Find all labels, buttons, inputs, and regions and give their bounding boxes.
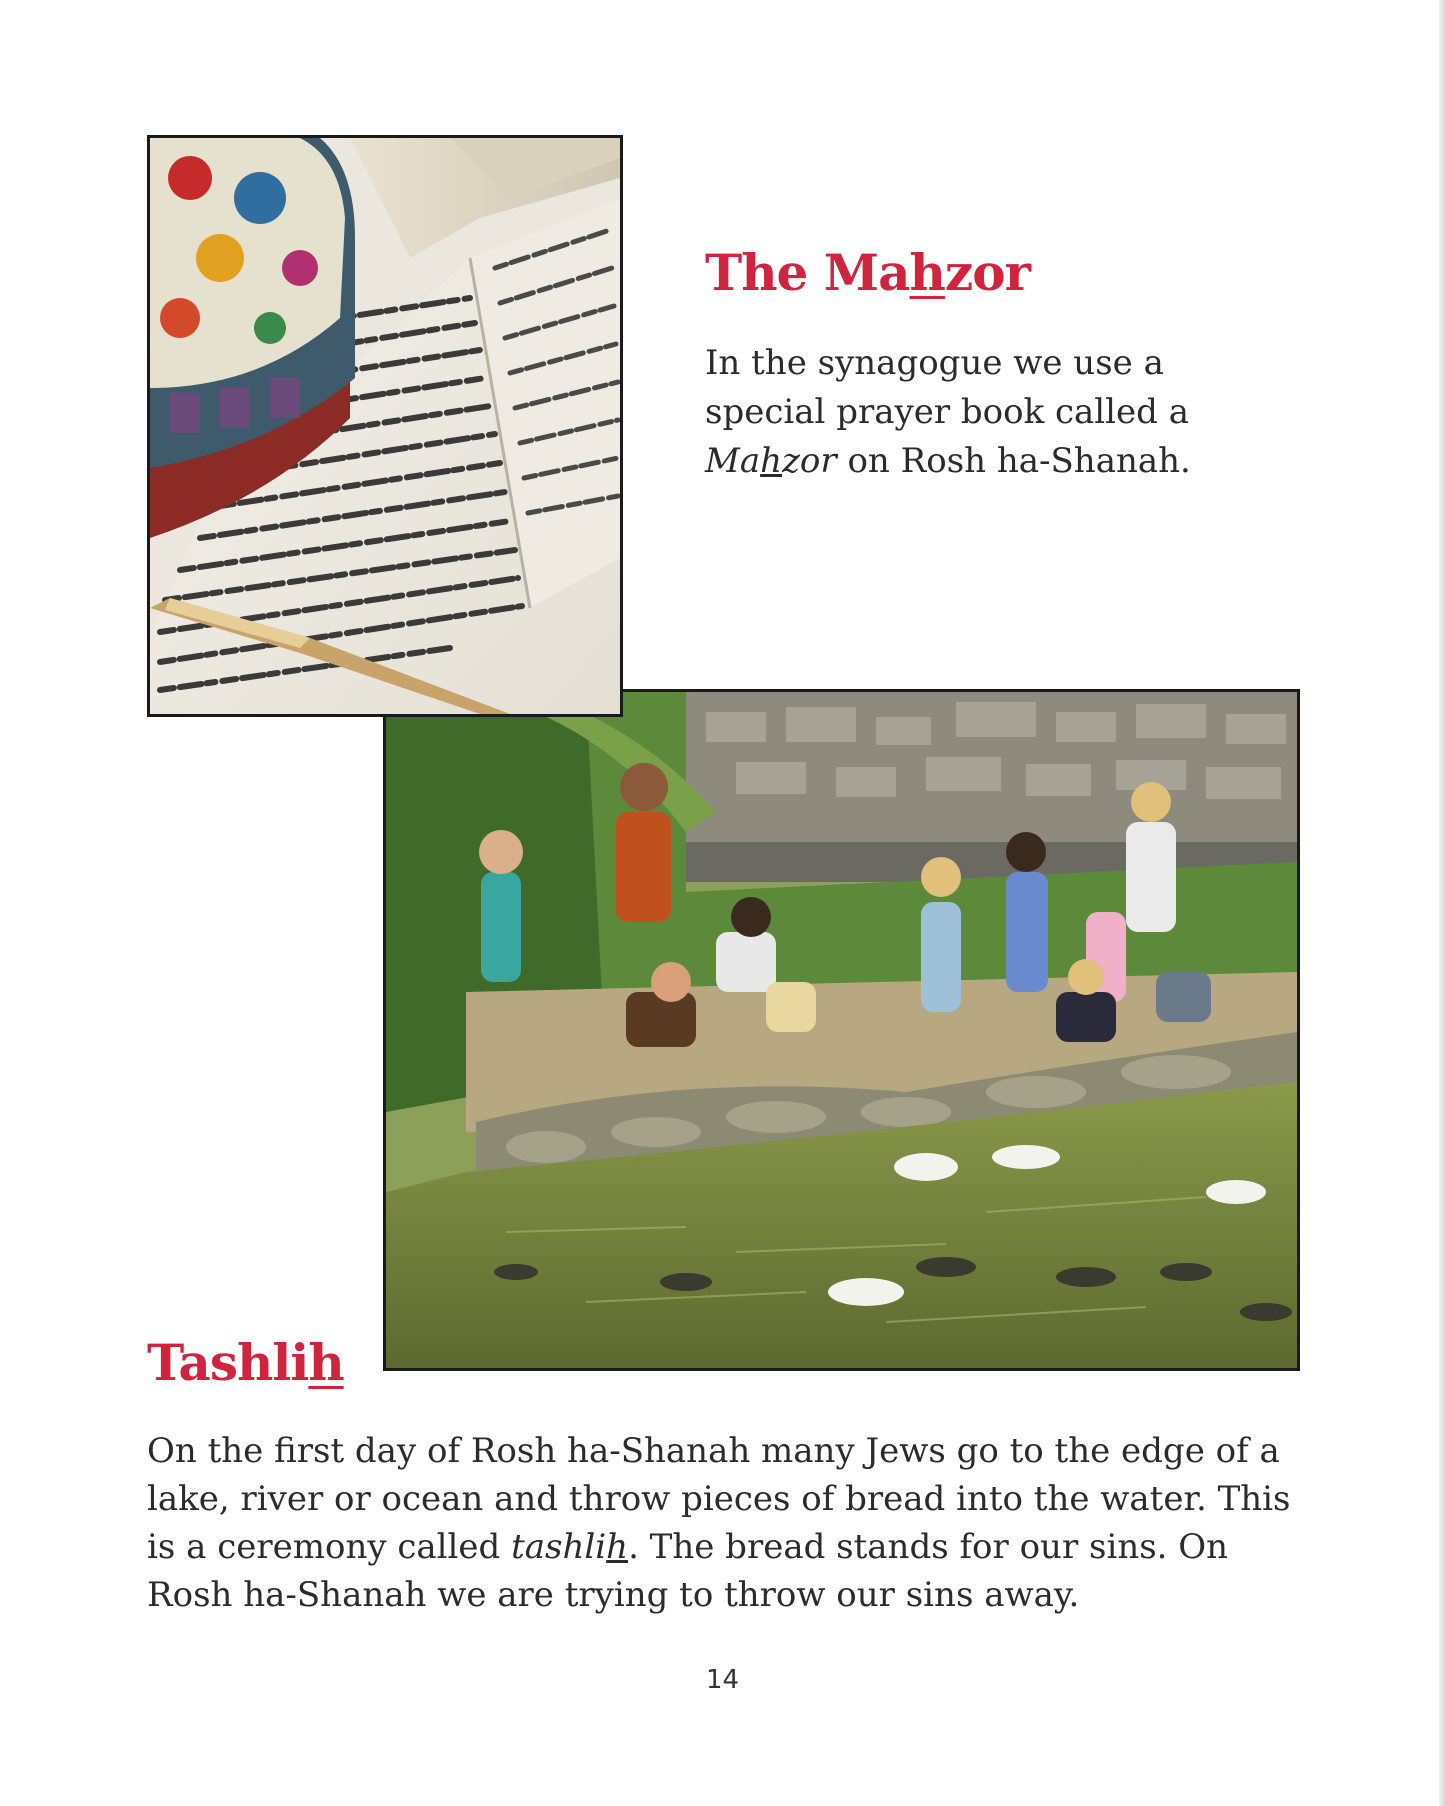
mahzor-heading-underlined: h: [909, 243, 945, 302]
tashlih-term: [511, 1527, 628, 1567]
tashlih-paragraph: [147, 1427, 1297, 1619]
tashlih-heading: [147, 1333, 344, 1392]
mahzor-photo: [147, 135, 623, 717]
tashlih-photo: [383, 689, 1300, 1371]
mahzor-term: [705, 441, 837, 481]
tashlih-text-before: On the first day of Rosh ha-Shanah many Jews go to the edge of a lake, river or ocean and throw pieces of bread into the water. This is a ceremony called: [147, 1431, 1291, 1567]
tashlih-heading-prefix: Tashli: [147, 1333, 309, 1392]
mahzor-heading-prefix: The Ma: [705, 243, 910, 302]
tashlih-photo-illustration: [386, 692, 1297, 1368]
tashlih-term-underlined: h: [606, 1527, 629, 1567]
mahzor-term-suffix: zor: [782, 441, 837, 481]
mahzor-text-before: In the synagogue we use a special prayer book called a: [705, 343, 1190, 432]
tashlih-text-after: . The bread stands for our sins. On Rosh ha-Shanah we are trying to throw our sins away.: [147, 1527, 1229, 1615]
tashlih-term-prefix: tashli: [511, 1527, 607, 1567]
page-edge: [1439, 0, 1445, 1806]
mahzor-term-underlined: h: [760, 441, 782, 481]
mahzor-heading: [705, 243, 1030, 302]
mahzor-heading-suffix: zor: [944, 243, 1030, 302]
tashlih-heading-underlined: h: [308, 1333, 344, 1392]
mahzor-term-prefix: Ma: [705, 441, 761, 481]
mahzor-photo-illustration: [150, 138, 620, 714]
page-number: 14: [705, 1665, 740, 1695]
mahzor-paragraph: [705, 339, 1265, 486]
mahzor-text-after: on Rosh ha-Shanah.: [836, 441, 1191, 481]
